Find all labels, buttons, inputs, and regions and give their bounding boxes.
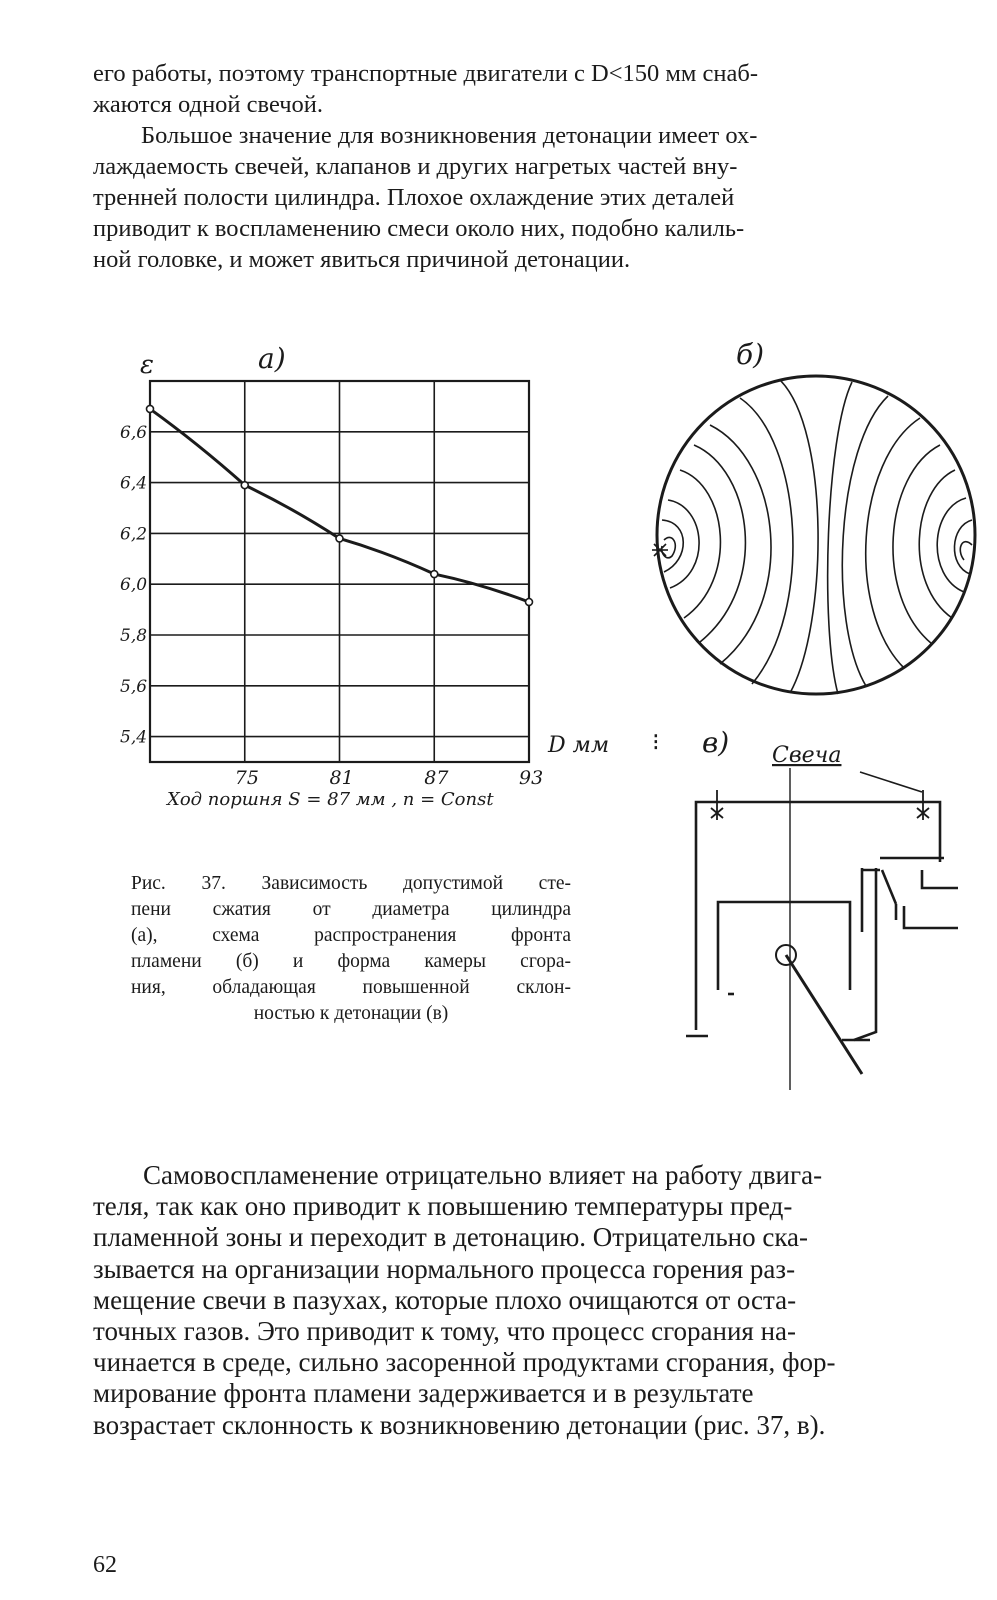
text-line: жаются одной свечой.	[93, 91, 324, 118]
separator-mark: ⁝	[652, 728, 660, 756]
text-line: зывается на организации нормального процесса горения раз-	[93, 1253, 796, 1284]
x-subtitle: Ход поршня S = 87 мм , n = Const	[167, 789, 494, 810]
combustion-chamber-diagram	[652, 726, 958, 1090]
text-line: чинается в среде, сильно засоренной продуктами сгорания, фор-	[93, 1347, 836, 1378]
spark-plug-label: Свеча	[772, 743, 842, 768]
page-number: 62	[93, 1552, 117, 1578]
text-line: Самовоспламенение отрицательно влияет на работу двига-	[143, 1160, 823, 1190]
y-tick-label: 5,8	[120, 626, 148, 646]
text-line: приводит к воспламенению смеси около них, подобно калиль-	[93, 215, 745, 242]
paragraph-self-ignition	[93, 1160, 961, 1441]
caption-line: (а), схема распространения фронта	[131, 925, 571, 946]
panel-a-label: а)	[258, 342, 286, 375]
text-line: теля, так как оно приводит к повышению температуры пред-	[93, 1191, 793, 1222]
chart-grid	[150, 381, 529, 762]
text-line: мирование фронта пламени задерживается и в результате	[93, 1378, 754, 1409]
data-point	[241, 482, 248, 489]
y-tick-label: 6,6	[120, 422, 148, 443]
y-tick-label: 6,4	[120, 473, 148, 494]
panel-b-label: б)	[736, 338, 765, 371]
x-tick-label: 87	[424, 767, 449, 789]
data-point	[526, 598, 533, 605]
data-point	[147, 405, 154, 412]
data-point	[336, 535, 343, 542]
x-tick-label: 75	[234, 767, 259, 789]
text-line: ной головке, и может явиться причиной детонации.	[93, 246, 631, 273]
y-axis-label: ε	[140, 350, 154, 380]
x-axis-label: D мм	[548, 733, 610, 758]
y-tick-label: 6,0	[120, 575, 148, 596]
spark-plug-left-icon	[652, 544, 668, 556]
text-line: тренней полости цилиндра. Плохое охлаждение этих деталей	[93, 184, 735, 211]
x-tick-label: 93	[519, 767, 544, 789]
x-tick-labels	[235, 767, 543, 789]
flame-front-contours	[662, 380, 972, 694]
text-line: возрастает склонность к возникновению детонации (рис. 37, в).	[93, 1409, 826, 1440]
caption-line: пламени (б) и форма камеры сгора-	[131, 951, 571, 972]
caption-line: Рис. 37. Зависимость допустимой сте-	[131, 873, 571, 894]
y-tick-label: 6,2	[120, 524, 148, 545]
figure-caption	[131, 871, 571, 1027]
cylinder-circle	[657, 376, 975, 694]
x-tick-label: 81	[329, 767, 354, 789]
caption-line: пени сжатия от диаметра цилиндра	[131, 899, 571, 920]
data-point	[431, 571, 438, 578]
y-tick-labels	[120, 423, 147, 748]
flame-front-diagram	[652, 338, 975, 694]
text-line: точных газов. Это приводит к тому, что процесс сгорания на-	[93, 1316, 797, 1347]
text-line: мещение свечи в пазухах, которые плохо очищаются от оста-	[93, 1284, 797, 1315]
y-tick-label: 5,6	[120, 676, 148, 697]
text-line: Большое значение для возникновения детонации имеет ох-	[141, 122, 758, 149]
y-tick-label: 5,4	[120, 727, 148, 748]
panel-c-label: в)	[702, 726, 730, 759]
chart-compression-ratio	[120, 342, 609, 810]
chamber-outline	[686, 768, 958, 1090]
text-line: его работы, поэтому транспортные двигатели с D<150 мм снаб-	[93, 60, 759, 87]
caption-line: ния, обладающая повышенной склон-	[131, 977, 571, 998]
caption-line: ностью к детонации (в)	[253, 1003, 449, 1024]
text-line: пламенной зоны и переходит в детонацию. Отрицательно ска-	[93, 1222, 809, 1253]
text-line: лаждаемость свечей, клапанов и других нагретых частей вну-	[93, 153, 738, 180]
spark-plug-icon	[711, 790, 929, 820]
